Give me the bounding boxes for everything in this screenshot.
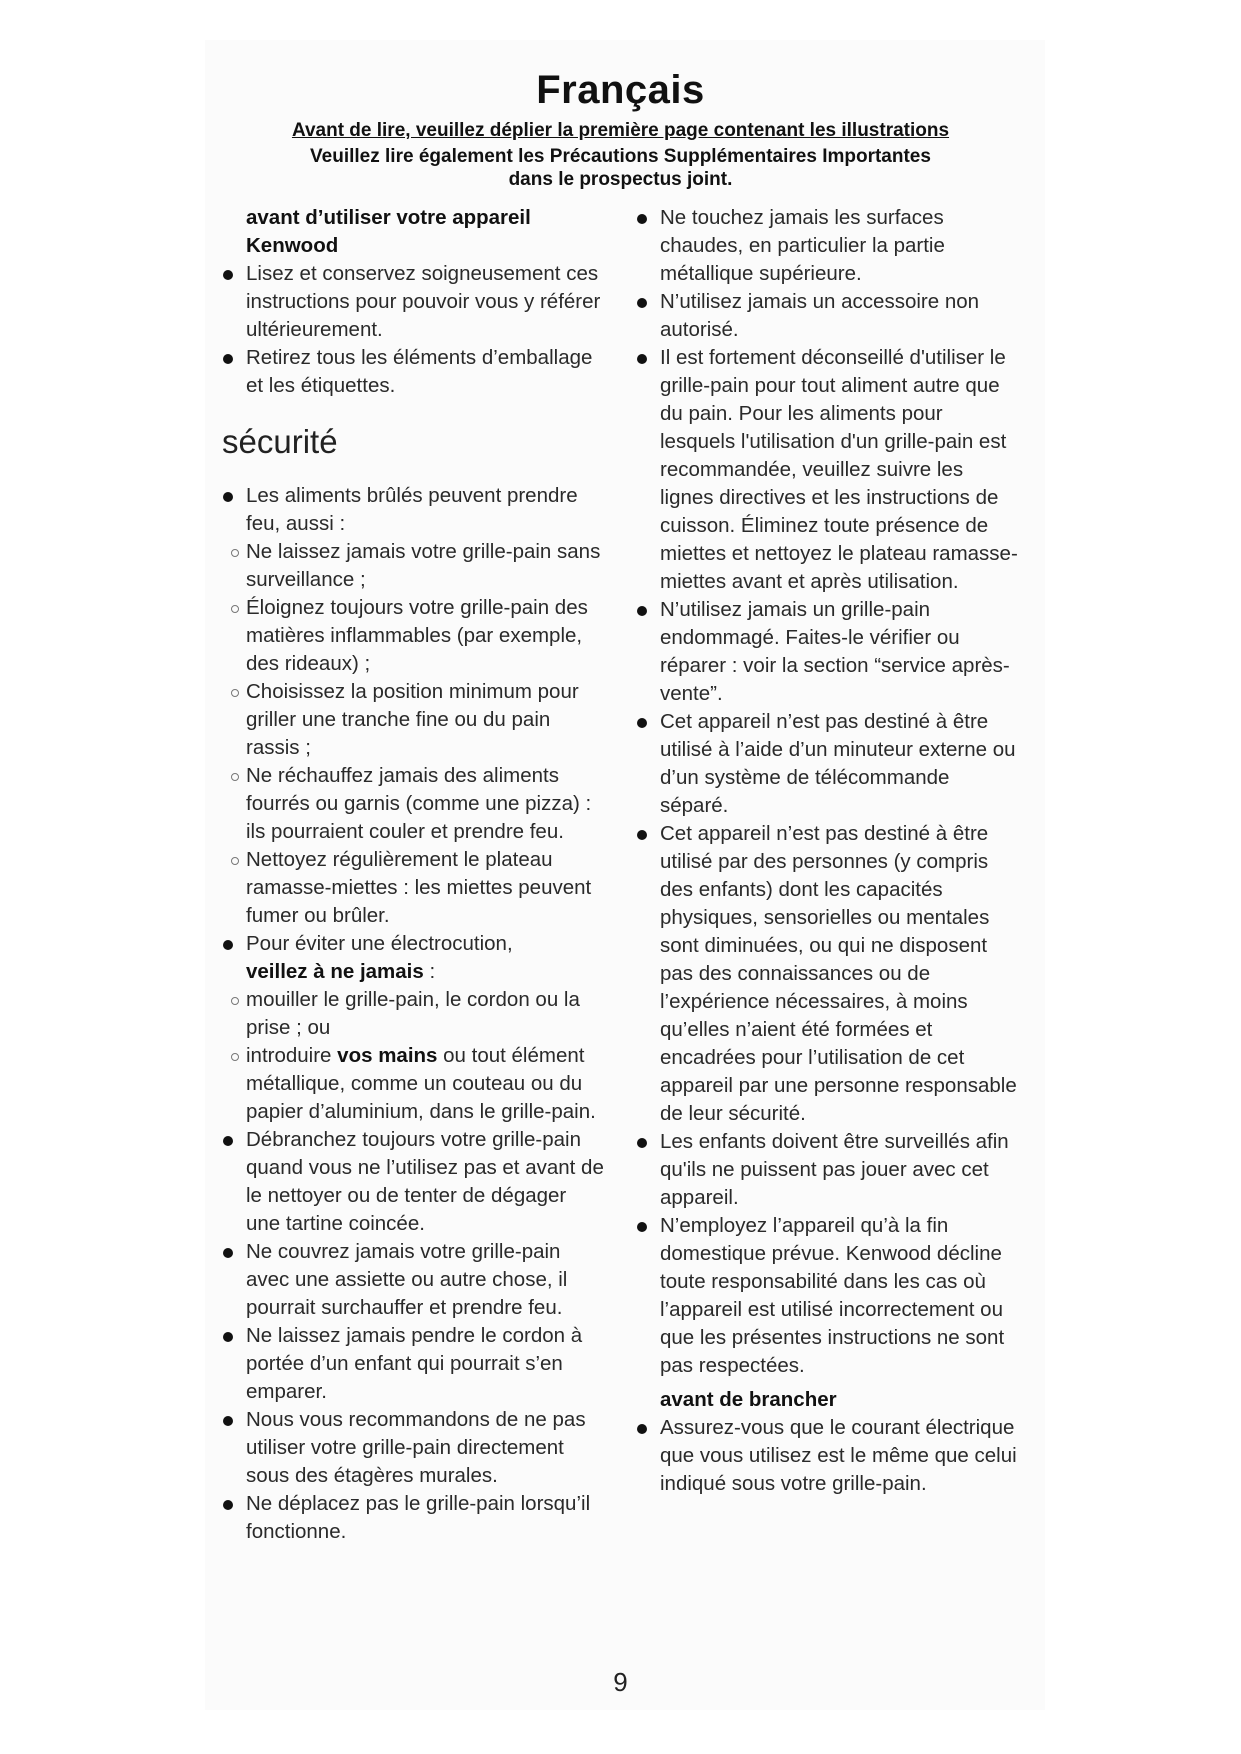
list-item: Débranchez toujours votre grille-pain quand vous ne l’utilisez pas et avant de le nettoyer ou de tenter de dégager une tartine coincée. xyxy=(246,1126,606,1238)
precautions-note-line: dans le prospectus joint. xyxy=(508,169,733,190)
list-item: Ne déplacez pas le grille-pain lorsqu’il fonctionne. xyxy=(246,1490,606,1546)
sub-list-item: mouiller le grille-pain, le cordon ou la prise ; ou xyxy=(246,986,606,1042)
sub-list-item: Ne réchauffez jamais des aliments fourrés ou garnis (comme une pizza) : ils pourraient couler et prendre feu. xyxy=(246,762,606,846)
list-item: N’utilisez jamais un grille-pain endommagé. Faites-le vérifier ou réparer : voir la section “service après-vente”. xyxy=(660,596,1020,708)
precautions-note-line: Veuillez lire également les Précautions Supplémentaires Importantes xyxy=(310,146,931,167)
list-item: Il est fortement déconseillé d'utiliser le grille-pain pour tout aliment autre que du pain. Pour les aliments pour lesquels l'utilisation d'un grille-pain est recommandée, veuillez suivre les lignes directives et les instructions de cuisson. Éliminez toute présence de miettes et nettoyez le plateau ramasse-miettes avant et après utilisation. xyxy=(660,344,1020,596)
list-item: Nous vous recommandons de ne pas utiliser votre grille-pain directement sous des étagères murales. xyxy=(246,1406,606,1490)
intro-heading-line: Kenwood xyxy=(246,234,339,257)
list-item: Ne laissez jamais pendre le cordon à portée d’un enfant qui pourrait s’en emparer. xyxy=(246,1322,606,1406)
list-item: Lisez et conservez soigneusement ces instructions pour pouvoir vous y référer ultérieurement. xyxy=(246,260,606,344)
sub-list-item: Nettoyez régulièrement le plateau ramasse-miettes : les miettes peuvent fumer ou brûler. xyxy=(246,846,606,930)
list-item-text: ou tout élément métallique, comme un couteau ou du papier d’aluminium, dans le grille-pain. xyxy=(246,1044,596,1123)
list-item xyxy=(246,930,606,986)
list-item-text: Pour éviter une électrocution, xyxy=(246,932,513,955)
page-title: Français xyxy=(536,68,705,112)
section-title-securite: sécurité xyxy=(222,423,338,460)
list-item: N’employez l’appareil qu’à la fin domestique prévue. Kenwood décline toute responsabilité dans les cas où l’appareil est utilisé incorrectement ou que les présentes instructions ne sont pas respectées. xyxy=(660,1212,1020,1380)
list-item: Retirez tous les éléments d’emballage et les étiquettes. xyxy=(246,344,606,400)
precautions-note xyxy=(0,145,1241,191)
sub-list-item xyxy=(246,1042,606,1126)
list-item: Ne touchez jamais les surfaces chaudes, en particulier la partie métallique supérieure. xyxy=(660,204,1020,288)
intro-heading-line: avant d’utiliser votre appareil xyxy=(246,206,531,229)
list-item: Cet appareil n’est pas destiné à être utilisé à l’aide d’un minuteur externe ou d’un système de télécommande séparé. xyxy=(660,708,1020,820)
sub-list-item: Éloignez toujours votre grille-pain des matières inflammables (par exemple, des rideaux) ; xyxy=(246,594,606,678)
left-column xyxy=(222,204,606,1546)
list-item-text: introduire xyxy=(246,1044,338,1067)
list-item-text: : xyxy=(423,960,436,983)
unfold-note: Avant de lire, veuillez déplier la première page contenant les illustrations xyxy=(291,120,950,141)
emphasis-text: vos mains xyxy=(337,1044,438,1067)
emphasis-text: veillez à ne jamais xyxy=(246,960,424,983)
page-number: 9 xyxy=(613,1667,628,1697)
sub-list-item: Choisissez la position minimum pour griller une tranche fine ou du pain rassis ; xyxy=(246,678,606,762)
list-item: Les enfants doivent être surveillés afin qu'ils ne puissent pas jouer avec cet appareil. xyxy=(660,1128,1020,1212)
intro-heading xyxy=(246,204,606,260)
list-item: Assurez-vous que le courant électrique que vous utilisez est le même que celui indiqué sous votre grille-pain. xyxy=(660,1414,1020,1498)
list-item: Les aliments brûlés peuvent prendre feu, aussi : xyxy=(246,482,606,538)
right-column xyxy=(660,204,1020,1498)
list-item: Ne couvrez jamais votre grille-pain avec une assiette ou autre chose, il pourrait surchauffer et prendre feu. xyxy=(246,1238,606,1322)
sub-list-item: Ne laissez jamais votre grille-pain sans surveillance ; xyxy=(246,538,606,594)
list-item: N’utilisez jamais un accessoire non autorisé. xyxy=(660,288,1020,344)
connect-heading: avant de brancher xyxy=(660,1388,837,1411)
list-item: Cet appareil n’est pas destiné à être utilisé par des personnes (y compris des enfants) dont les capacités physiques, sensorielles ou mentales sont diminuées, ou qui ne disposent pas des connaissances ou de l’expérience nécessaires, à moins qu’elles n’aient été formées et encadrées pour l’utilisation de cet appareil par une personne responsable de leur sécurité. xyxy=(660,820,1020,1128)
